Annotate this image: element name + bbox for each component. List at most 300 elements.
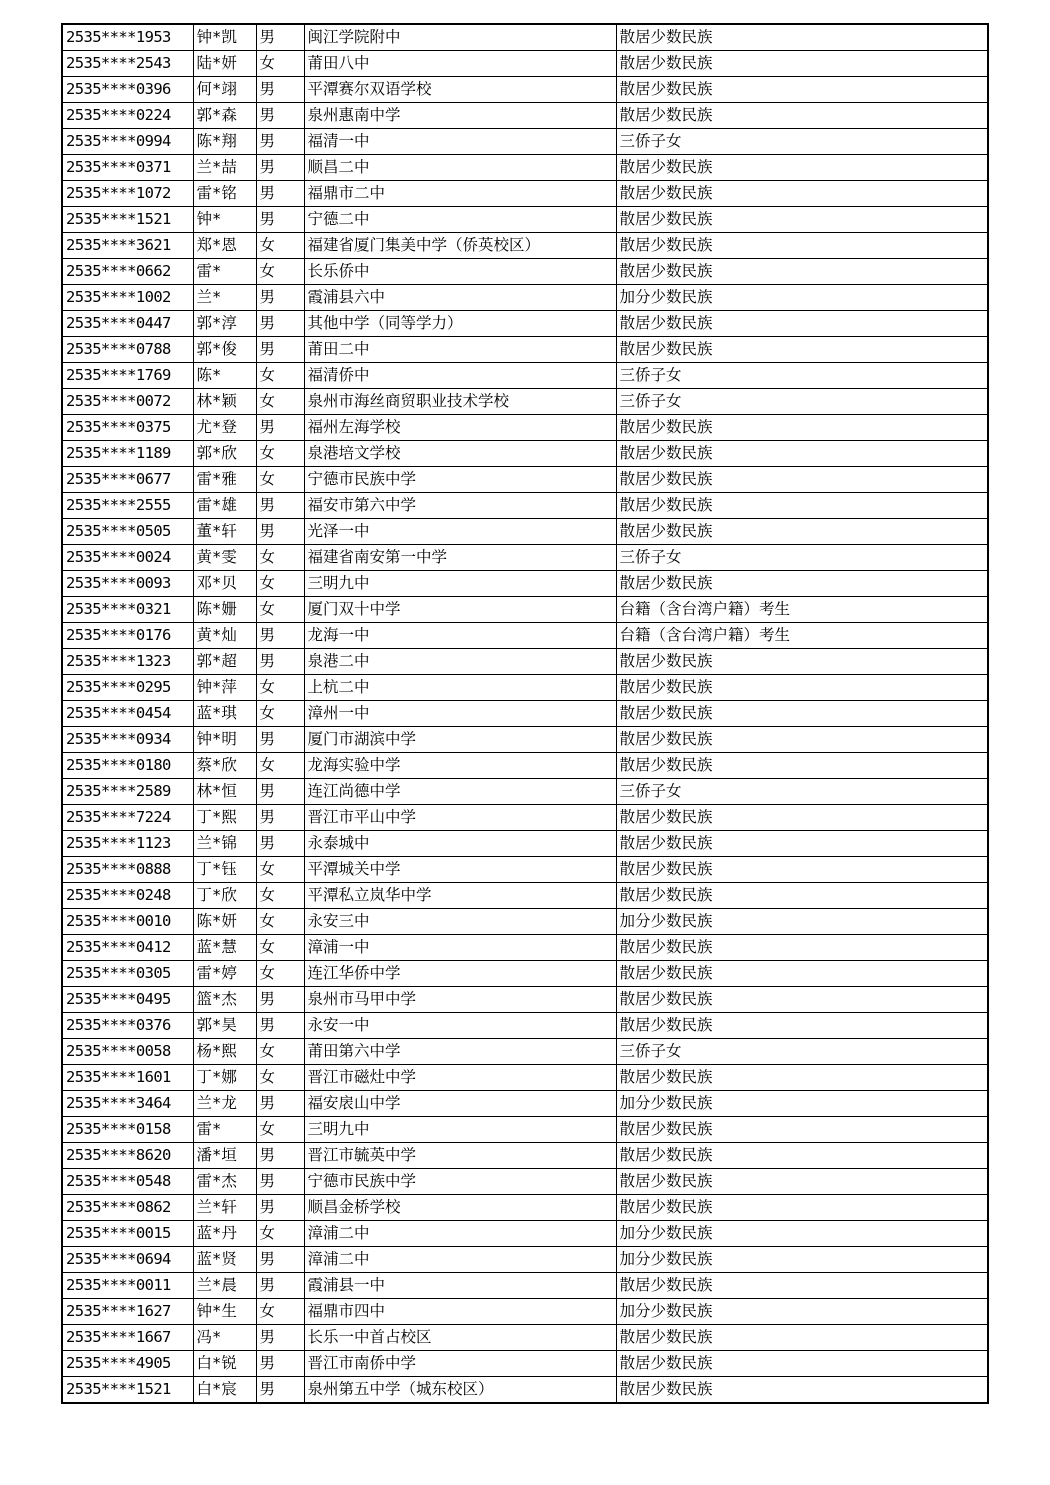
- exam-id-cell: 2535****8620: [62, 1143, 193, 1169]
- category-cell: 三侨子女: [616, 1039, 988, 1065]
- gender-cell: 男: [256, 207, 304, 233]
- school-cell: 福鼎市四中: [304, 1299, 616, 1325]
- gender-cell: 女: [256, 857, 304, 883]
- school-cell: 福建省南安第一中学: [304, 545, 616, 571]
- school-cell: 泉州惠南中学: [304, 103, 616, 129]
- exam-id-cell: 2535****1953: [62, 24, 193, 51]
- gender-cell: 男: [256, 311, 304, 337]
- name-cell: 蓝*丹: [193, 1221, 256, 1247]
- table-row: [62, 779, 988, 805]
- table-row: [62, 519, 988, 545]
- category-cell: 三侨子女: [616, 389, 988, 415]
- school-cell: 顺昌金桥学校: [304, 1195, 616, 1221]
- name-cell: 冯*: [193, 1325, 256, 1351]
- category-cell: 散居少数民族: [616, 831, 988, 857]
- category-cell: 散居少数民族: [616, 1065, 988, 1091]
- exam-id-cell: 2535****0662: [62, 259, 193, 285]
- school-cell: 福鼎市二中: [304, 181, 616, 207]
- name-cell: 陆*妍: [193, 51, 256, 77]
- gender-cell: 男: [256, 623, 304, 649]
- school-cell: 莆田八中: [304, 51, 616, 77]
- school-cell: 上杭二中: [304, 675, 616, 701]
- table-row: [62, 545, 988, 571]
- category-cell: 散居少数民族: [616, 1169, 988, 1195]
- table-row: [62, 1091, 988, 1117]
- gender-cell: 女: [256, 571, 304, 597]
- exam-id-cell: 2535****0305: [62, 961, 193, 987]
- name-cell: 蓝*琪: [193, 701, 256, 727]
- category-cell: 加分少数民族: [616, 1299, 988, 1325]
- school-cell: 其他中学（同等学力）: [304, 311, 616, 337]
- category-cell: 三侨子女: [616, 779, 988, 805]
- gender-cell: 女: [256, 363, 304, 389]
- category-cell: 散居少数民族: [616, 675, 988, 701]
- table-row: [62, 389, 988, 415]
- table-row: [62, 51, 988, 77]
- gender-cell: 男: [256, 415, 304, 441]
- name-cell: 兰*: [193, 285, 256, 311]
- school-cell: 漳州一中: [304, 701, 616, 727]
- exam-id-cell: 2535****2555: [62, 493, 193, 519]
- table-row: [62, 1299, 988, 1325]
- name-cell: 雷*雅: [193, 467, 256, 493]
- gender-cell: 女: [256, 597, 304, 623]
- gender-cell: 男: [256, 1247, 304, 1273]
- exam-id-cell: 2535****0677: [62, 467, 193, 493]
- exam-id-cell: 2535****0376: [62, 1013, 193, 1039]
- name-cell: 兰*晨: [193, 1273, 256, 1299]
- table-row: [62, 935, 988, 961]
- gender-cell: 男: [256, 1013, 304, 1039]
- exam-id-cell: 2535****0015: [62, 1221, 193, 1247]
- exam-id-cell: 2535****0248: [62, 883, 193, 909]
- table-row: [62, 285, 988, 311]
- name-cell: 陈*: [193, 363, 256, 389]
- name-cell: 丁*欣: [193, 883, 256, 909]
- table-row: [62, 337, 988, 363]
- school-cell: 宁德市民族中学: [304, 467, 616, 493]
- school-cell: 平潭赛尔双语学校: [304, 77, 616, 103]
- school-cell: 晋江市平山中学: [304, 805, 616, 831]
- exam-id-cell: 2535****0862: [62, 1195, 193, 1221]
- name-cell: 何*翊: [193, 77, 256, 103]
- gender-cell: 女: [256, 883, 304, 909]
- gender-cell: 男: [256, 103, 304, 129]
- school-cell: 长乐侨中: [304, 259, 616, 285]
- exam-id-cell: 2535****1627: [62, 1299, 193, 1325]
- exam-id-cell: 2535****0447: [62, 311, 193, 337]
- school-cell: 漳浦一中: [304, 935, 616, 961]
- gender-cell: 男: [256, 831, 304, 857]
- name-cell: 兰*龙: [193, 1091, 256, 1117]
- category-cell: 散居少数民族: [616, 1377, 988, 1404]
- exam-id-cell: 2535****0396: [62, 77, 193, 103]
- school-cell: 晋江市毓英中学: [304, 1143, 616, 1169]
- exam-id-cell: 2535****0548: [62, 1169, 193, 1195]
- name-cell: 郑*恩: [193, 233, 256, 259]
- category-cell: 散居少数民族: [616, 1195, 988, 1221]
- name-cell: 林*颖: [193, 389, 256, 415]
- gender-cell: 男: [256, 1351, 304, 1377]
- category-cell: 散居少数民族: [616, 857, 988, 883]
- table-row: [62, 1195, 988, 1221]
- category-cell: 散居少数民族: [616, 77, 988, 103]
- category-cell: 散居少数民族: [616, 701, 988, 727]
- exam-id-cell: 2535****0180: [62, 753, 193, 779]
- exam-id-cell: 2535****0694: [62, 1247, 193, 1273]
- gender-cell: 女: [256, 961, 304, 987]
- table-row: [62, 129, 988, 155]
- category-cell: 散居少数民族: [616, 103, 988, 129]
- category-cell: 散居少数民族: [616, 727, 988, 753]
- category-cell: 散居少数民族: [616, 805, 988, 831]
- category-cell: 散居少数民族: [616, 883, 988, 909]
- exam-id-cell: 2535****1601: [62, 1065, 193, 1091]
- name-cell: 蓝*慧: [193, 935, 256, 961]
- school-cell: 龙海实验中学: [304, 753, 616, 779]
- table-row: [62, 311, 988, 337]
- gender-cell: 女: [256, 1221, 304, 1247]
- school-cell: 长乐一中首占校区: [304, 1325, 616, 1351]
- gender-cell: 女: [256, 1117, 304, 1143]
- school-cell: 宁德市民族中学: [304, 1169, 616, 1195]
- category-cell: 三侨子女: [616, 129, 988, 155]
- school-cell: 顺昌二中: [304, 155, 616, 181]
- table-row: [62, 233, 988, 259]
- gender-cell: 男: [256, 1195, 304, 1221]
- name-cell: 陈*妍: [193, 909, 256, 935]
- table-row: [62, 909, 988, 935]
- name-cell: 杨*熙: [193, 1039, 256, 1065]
- gender-cell: 女: [256, 1039, 304, 1065]
- gender-cell: 女: [256, 701, 304, 727]
- name-cell: 黄*雯: [193, 545, 256, 571]
- table-row: [62, 857, 988, 883]
- category-cell: 散居少数民族: [616, 415, 988, 441]
- school-cell: 莆田二中: [304, 337, 616, 363]
- school-cell: 三明九中: [304, 571, 616, 597]
- school-cell: 泉港二中: [304, 649, 616, 675]
- category-cell: 散居少数民族: [616, 337, 988, 363]
- category-cell: 散居少数民族: [616, 1325, 988, 1351]
- exam-id-cell: 2535****0321: [62, 597, 193, 623]
- exam-id-cell: 2535****2543: [62, 51, 193, 77]
- exam-id-cell: 2535****3464: [62, 1091, 193, 1117]
- name-cell: 钟*明: [193, 727, 256, 753]
- school-cell: 福建省厦门集美中学（侨英校区）: [304, 233, 616, 259]
- exam-id-cell: 2535****1667: [62, 1325, 193, 1351]
- table-row: [62, 883, 988, 909]
- gender-cell: 女: [256, 1065, 304, 1091]
- name-cell: 丁*熙: [193, 805, 256, 831]
- school-cell: 泉港培文学校: [304, 441, 616, 467]
- table-row: [62, 727, 988, 753]
- school-cell: 宁德二中: [304, 207, 616, 233]
- exam-id-cell: 2535****0010: [62, 909, 193, 935]
- name-cell: 兰*锦: [193, 831, 256, 857]
- name-cell: 潘*垣: [193, 1143, 256, 1169]
- category-cell: 散居少数民族: [616, 24, 988, 51]
- table-row: [62, 1065, 988, 1091]
- table-row: [62, 623, 988, 649]
- table-row: [62, 24, 988, 51]
- exam-id-cell: 2535****0176: [62, 623, 193, 649]
- category-cell: 散居少数民族: [616, 259, 988, 285]
- exam-id-cell: 2535****0412: [62, 935, 193, 961]
- exam-id-cell: 2535****3621: [62, 233, 193, 259]
- name-cell: 郭*超: [193, 649, 256, 675]
- table-row: [62, 415, 988, 441]
- exam-id-cell: 2535****0454: [62, 701, 193, 727]
- table-row: [62, 1247, 988, 1273]
- name-cell: 兰*喆: [193, 155, 256, 181]
- gender-cell: 男: [256, 1273, 304, 1299]
- gender-cell: 女: [256, 259, 304, 285]
- gender-cell: 男: [256, 181, 304, 207]
- school-cell: 连江华侨中学: [304, 961, 616, 987]
- school-cell: 龙海一中: [304, 623, 616, 649]
- category-cell: 加分少数民族: [616, 1221, 988, 1247]
- name-cell: 郭*淳: [193, 311, 256, 337]
- school-cell: 永安一中: [304, 1013, 616, 1039]
- category-cell: 散居少数民族: [616, 1013, 988, 1039]
- category-cell: 散居少数民族: [616, 649, 988, 675]
- exam-id-cell: 2535****7224: [62, 805, 193, 831]
- category-cell: 散居少数民族: [616, 935, 988, 961]
- category-cell: 散居少数民族: [616, 753, 988, 779]
- school-cell: 平潭城关中学: [304, 857, 616, 883]
- gender-cell: 女: [256, 909, 304, 935]
- gender-cell: 男: [256, 24, 304, 51]
- table-row: [62, 467, 988, 493]
- category-cell: 散居少数民族: [616, 233, 988, 259]
- category-cell: 散居少数民族: [616, 1351, 988, 1377]
- table-row: [62, 701, 988, 727]
- school-cell: 漳浦二中: [304, 1247, 616, 1273]
- table-row: [62, 1273, 988, 1299]
- table-row: [62, 493, 988, 519]
- category-cell: 加分少数民族: [616, 1247, 988, 1273]
- school-cell: 晋江市南侨中学: [304, 1351, 616, 1377]
- name-cell: 林*恒: [193, 779, 256, 805]
- exam-id-cell: 2535****1189: [62, 441, 193, 467]
- school-cell: 福州左海学校: [304, 415, 616, 441]
- school-cell: 平潭私立岚华中学: [304, 883, 616, 909]
- exam-id-cell: 2535****0495: [62, 987, 193, 1013]
- school-cell: 连江尚德中学: [304, 779, 616, 805]
- name-cell: 郭*欣: [193, 441, 256, 467]
- gender-cell: 男: [256, 1143, 304, 1169]
- gender-cell: 男: [256, 987, 304, 1013]
- exam-id-cell: 2535****0072: [62, 389, 193, 415]
- table-row: [62, 181, 988, 207]
- category-cell: 三侨子女: [616, 363, 988, 389]
- gender-cell: 女: [256, 441, 304, 467]
- gender-cell: 女: [256, 675, 304, 701]
- name-cell: 邓*贝: [193, 571, 256, 597]
- exam-id-cell: 2535****0994: [62, 129, 193, 155]
- name-cell: 郭*昊: [193, 1013, 256, 1039]
- table-row: [62, 987, 988, 1013]
- category-cell: 台籍（含台湾户籍）考生: [616, 597, 988, 623]
- exam-id-cell: 2535****0934: [62, 727, 193, 753]
- gender-cell: 女: [256, 51, 304, 77]
- table-row: [62, 1039, 988, 1065]
- gender-cell: 男: [256, 77, 304, 103]
- roster-table-body: [62, 24, 988, 1403]
- exam-id-cell: 2535****1769: [62, 363, 193, 389]
- name-cell: 白*宸: [193, 1377, 256, 1404]
- gender-cell: 男: [256, 779, 304, 805]
- school-cell: 永安三中: [304, 909, 616, 935]
- exam-id-cell: 2535****0093: [62, 571, 193, 597]
- exam-id-cell: 2535****1323: [62, 649, 193, 675]
- gender-cell: 男: [256, 285, 304, 311]
- table-row: [62, 831, 988, 857]
- school-cell: 晋江市磁灶中学: [304, 1065, 616, 1091]
- name-cell: 丁*钰: [193, 857, 256, 883]
- table-row: [62, 1325, 988, 1351]
- table-row: [62, 675, 988, 701]
- gender-cell: 女: [256, 467, 304, 493]
- gender-cell: 男: [256, 1169, 304, 1195]
- table-row: [62, 753, 988, 779]
- category-cell: 散居少数民族: [616, 987, 988, 1013]
- gender-cell: 男: [256, 493, 304, 519]
- school-cell: 光泽一中: [304, 519, 616, 545]
- name-cell: 钟*萍: [193, 675, 256, 701]
- category-cell: 散居少数民族: [616, 51, 988, 77]
- name-cell: 雷*杰: [193, 1169, 256, 1195]
- exam-id-cell: 2535****0788: [62, 337, 193, 363]
- school-cell: 泉州市海丝商贸职业技术学校: [304, 389, 616, 415]
- exam-id-cell: 2535****1072: [62, 181, 193, 207]
- category-cell: 散居少数民族: [616, 311, 988, 337]
- table-row: [62, 961, 988, 987]
- school-cell: 福安市第六中学: [304, 493, 616, 519]
- exam-id-cell: 2535****1002: [62, 285, 193, 311]
- category-cell: 散居少数民族: [616, 493, 988, 519]
- category-cell: 散居少数民族: [616, 467, 988, 493]
- school-cell: 福清侨中: [304, 363, 616, 389]
- category-cell: 散居少数民族: [616, 1143, 988, 1169]
- category-cell: 台籍（含台湾户籍）考生: [616, 623, 988, 649]
- name-cell: 陈*姗: [193, 597, 256, 623]
- category-cell: 散居少数民族: [616, 519, 988, 545]
- category-cell: 加分少数民族: [616, 909, 988, 935]
- table-row: [62, 1377, 988, 1404]
- table-row: [62, 1221, 988, 1247]
- exam-id-cell: 2535****0058: [62, 1039, 193, 1065]
- category-cell: 加分少数民族: [616, 285, 988, 311]
- name-cell: 钟*: [193, 207, 256, 233]
- gender-cell: 男: [256, 129, 304, 155]
- table-row: [62, 571, 988, 597]
- table-row: [62, 103, 988, 129]
- gender-cell: 男: [256, 1325, 304, 1351]
- category-cell: 散居少数民族: [616, 155, 988, 181]
- school-cell: 厦门市湖滨中学: [304, 727, 616, 753]
- school-cell: 福清一中: [304, 129, 616, 155]
- table-row: [62, 805, 988, 831]
- category-cell: 散居少数民族: [616, 571, 988, 597]
- school-cell: 福安扆山中学: [304, 1091, 616, 1117]
- exam-id-cell: 2535****0888: [62, 857, 193, 883]
- table-row: [62, 441, 988, 467]
- exam-id-cell: 2535****0295: [62, 675, 193, 701]
- exam-id-cell: 2535****4905: [62, 1351, 193, 1377]
- name-cell: 蓝*贤: [193, 1247, 256, 1273]
- gender-cell: 男: [256, 337, 304, 363]
- table-row: [62, 1013, 988, 1039]
- exam-id-cell: 2535****1123: [62, 831, 193, 857]
- name-cell: 郭*俊: [193, 337, 256, 363]
- table-row: [62, 1117, 988, 1143]
- exam-id-cell: 2535****0224: [62, 103, 193, 129]
- name-cell: 蔡*欣: [193, 753, 256, 779]
- table-row: [62, 597, 988, 623]
- name-cell: 雷*婷: [193, 961, 256, 987]
- table-row: [62, 155, 988, 181]
- gender-cell: 男: [256, 1377, 304, 1404]
- table-row: [62, 1169, 988, 1195]
- school-cell: 漳浦二中: [304, 1221, 616, 1247]
- gender-cell: 男: [256, 805, 304, 831]
- category-cell: 散居少数民族: [616, 961, 988, 987]
- school-cell: 三明九中: [304, 1117, 616, 1143]
- name-cell: 钟*凯: [193, 24, 256, 51]
- gender-cell: 男: [256, 155, 304, 181]
- name-cell: 雷*: [193, 1117, 256, 1143]
- school-cell: 莆田第六中学: [304, 1039, 616, 1065]
- name-cell: 雷*铭: [193, 181, 256, 207]
- gender-cell: 女: [256, 935, 304, 961]
- table-row: [62, 363, 988, 389]
- gender-cell: 男: [256, 727, 304, 753]
- roster-table: [61, 23, 989, 1404]
- exam-id-cell: 2535****2589: [62, 779, 193, 805]
- exam-id-cell: 2535****1521: [62, 207, 193, 233]
- name-cell: 兰*轩: [193, 1195, 256, 1221]
- category-cell: 散居少数民族: [616, 181, 988, 207]
- exam-id-cell: 2535****0505: [62, 519, 193, 545]
- gender-cell: 女: [256, 389, 304, 415]
- name-cell: 雷*: [193, 259, 256, 285]
- gender-cell: 女: [256, 1299, 304, 1325]
- school-cell: 霞浦县一中: [304, 1273, 616, 1299]
- category-cell: 散居少数民族: [616, 1273, 988, 1299]
- school-cell: 厦门双十中学: [304, 597, 616, 623]
- gender-cell: 男: [256, 649, 304, 675]
- school-cell: 泉州市马甲中学: [304, 987, 616, 1013]
- table-row: [62, 1351, 988, 1377]
- name-cell: 白*锐: [193, 1351, 256, 1377]
- category-cell: 散居少数民族: [616, 207, 988, 233]
- name-cell: 董*轩: [193, 519, 256, 545]
- exam-id-cell: 2535****0371: [62, 155, 193, 181]
- exam-id-cell: 2535****0158: [62, 1117, 193, 1143]
- table-row: [62, 259, 988, 285]
- table-row: [62, 649, 988, 675]
- category-cell: 散居少数民族: [616, 1117, 988, 1143]
- school-cell: 永泰城中: [304, 831, 616, 857]
- exam-id-cell: 2535****0011: [62, 1273, 193, 1299]
- name-cell: 钟*生: [193, 1299, 256, 1325]
- school-cell: 泉州第五中学（城东校区）: [304, 1377, 616, 1404]
- gender-cell: 女: [256, 233, 304, 259]
- exam-id-cell: 2535****0375: [62, 415, 193, 441]
- gender-cell: 男: [256, 519, 304, 545]
